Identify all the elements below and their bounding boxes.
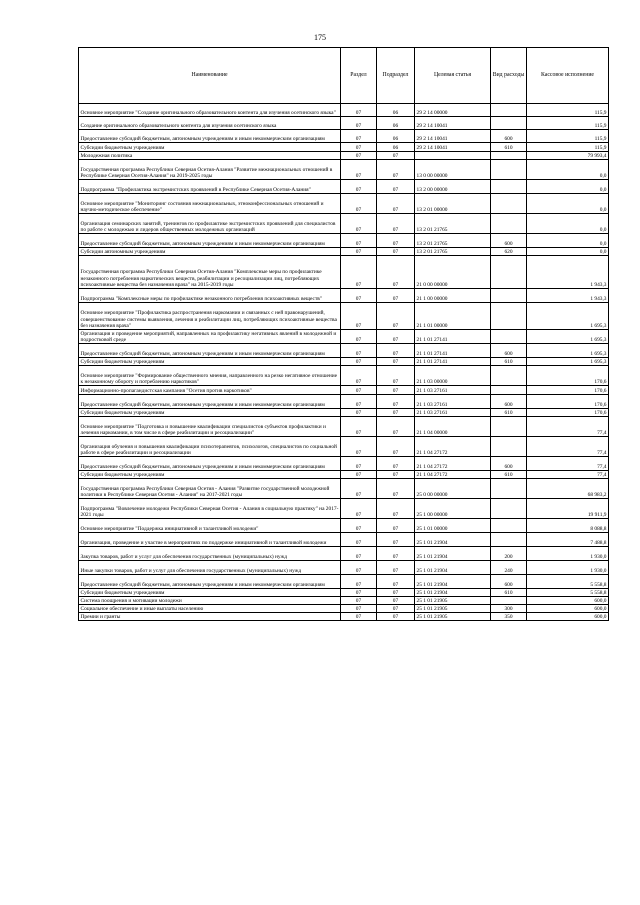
- row-amount: 8 088,8: [527, 519, 609, 533]
- row-section: 07: [341, 499, 377, 519]
- row-section: 07: [341, 437, 377, 457]
- row-section: 07: [341, 547, 377, 561]
- row-name: Субсидии бюджетным учреждениям: [79, 143, 341, 152]
- row-expense-type: 300: [491, 605, 527, 613]
- row-expense-type: 350: [491, 613, 527, 621]
- row-subsection: 07: [377, 303, 415, 330]
- row-name: Основное мероприятие "Мониторинг состояния межнациональных, этноконфессиональных отношений и научно-методическое обеспечение": [79, 194, 341, 214]
- page-number: 175: [314, 33, 326, 42]
- row-section: 07: [341, 589, 377, 597]
- row-name: Государственная программа Республики Северная Осетия-Алания "Развитие межнациональных отношений в Республике Северная Осетия-Алания" на 2019-2025 годы: [79, 160, 341, 180]
- row-amount: 77,4: [527, 471, 609, 479]
- row-subsection: 07: [377, 471, 415, 479]
- row-target-code: 21 1 04 27172: [415, 471, 491, 479]
- row-expense-type: 240: [491, 561, 527, 575]
- row-subsection: 06: [377, 104, 415, 117]
- table-row: [79, 605, 609, 613]
- row-subsection: 06: [377, 117, 415, 130]
- row-amount: 77,4: [527, 437, 609, 457]
- row-target-code: 21 0 00 00000: [415, 256, 491, 289]
- row-section: 07: [341, 117, 377, 130]
- table-row: [79, 289, 609, 303]
- row-expense-type: [491, 386, 527, 395]
- row-amount: 0,0: [527, 214, 609, 234]
- row-amount: 0,0: [527, 234, 609, 248]
- row-subsection: 07: [377, 180, 415, 194]
- row-expense-type: 600: [491, 234, 527, 248]
- row-subsection: 07: [377, 589, 415, 597]
- row-expense-type: [491, 214, 527, 234]
- row-amount: 1 695,3: [527, 330, 609, 344]
- row-expense-type: [491, 417, 527, 437]
- row-name: Информационно-пропагандистская кампания "Осетия против наркотиков": [79, 386, 341, 395]
- row-target-code: 13 0 00 00000: [415, 160, 491, 180]
- row-expense-type: [491, 160, 527, 180]
- row-expense-type: [491, 479, 527, 499]
- row-target-code: 21 1 01 27141: [415, 344, 491, 358]
- row-target-code: 21 1 04 27172: [415, 437, 491, 457]
- table-row: [79, 575, 609, 589]
- table-row: [79, 409, 609, 417]
- row-amount: 600,0: [527, 613, 609, 621]
- row-target-code: 13 2 01 00000: [415, 194, 491, 214]
- table-row: [79, 344, 609, 358]
- table-row: [79, 437, 609, 457]
- header-name: Наименование: [79, 48, 341, 104]
- row-expense-type: 610: [491, 589, 527, 597]
- row-name: Организация, проведение и участие в мероприятиях по поддержке инициативной и талантливой молодежи: [79, 533, 341, 547]
- row-expense-type: [491, 330, 527, 344]
- row-name: Предоставление субсидий бюджетным, автономным учреждениям и иным некоммерческим организациям: [79, 130, 341, 143]
- row-amount: 1 943,3: [527, 289, 609, 303]
- row-subsection: 07: [377, 214, 415, 234]
- row-target-code: 25 1 01 21905: [415, 605, 491, 613]
- row-name: Предоставление субсидий бюджетным, автономным учреждениям и иным некоммерческим организациям: [79, 575, 341, 589]
- row-section: 07: [341, 143, 377, 152]
- table-row: [79, 589, 609, 597]
- row-target-code: 21 1 04 00000: [415, 417, 491, 437]
- row-amount: 7 488,8: [527, 533, 609, 547]
- table-row: [79, 499, 609, 519]
- table-row: [79, 417, 609, 437]
- table-row: [79, 104, 609, 117]
- row-subsection: 07: [377, 386, 415, 395]
- budget-table: [78, 47, 609, 621]
- row-expense-type: [491, 117, 527, 130]
- row-expense-type: [491, 519, 527, 533]
- header-section: Раздел: [341, 48, 377, 104]
- row-target-code: 25 1 00 00000: [415, 499, 491, 519]
- row-amount: 79 993,4: [527, 152, 609, 160]
- table-row: [79, 386, 609, 395]
- row-section: 07: [341, 214, 377, 234]
- row-section: 07: [341, 180, 377, 194]
- row-subsection: 07: [377, 395, 415, 409]
- row-subsection: 07: [377, 248, 415, 256]
- row-expense-type: 610: [491, 409, 527, 417]
- row-expense-type: [491, 256, 527, 289]
- row-section: 07: [341, 605, 377, 613]
- table-row: [79, 194, 609, 214]
- row-target-code: 25 1 01 21905: [415, 613, 491, 621]
- row-name: Основное мероприятие "Профилактика распространения наркомании и связанных с ней правонарушений, совершенствование системы выявления, лечения и реабилитации лиц, потребляющих психоактивные вещества без назначения врача": [79, 303, 341, 330]
- header-amount: Кассовое исполнение: [527, 48, 609, 104]
- row-amount: 5 558,8: [527, 575, 609, 589]
- row-subsection: 07: [377, 160, 415, 180]
- row-section: 07: [341, 289, 377, 303]
- row-amount: 115,9: [527, 117, 609, 130]
- row-expense-type: 200: [491, 547, 527, 561]
- table-row: [79, 547, 609, 561]
- row-expense-type: [491, 289, 527, 303]
- row-amount: 0,0: [527, 180, 609, 194]
- row-target-code: 21 1 01 27141: [415, 330, 491, 344]
- row-name: Субсидии бюджетным учреждениям: [79, 471, 341, 479]
- row-name: Подпрограмма "Комплексные меры по профилактике незаконного потребления психоактивных веществ": [79, 289, 341, 303]
- row-expense-type: [491, 597, 527, 605]
- table-row: [79, 457, 609, 471]
- row-subsection: 07: [377, 575, 415, 589]
- row-amount: 1 930,0: [527, 547, 609, 561]
- row-name: Иные закупки товаров, работ и услуг для обеспечения государственных (муниципальных) нужд: [79, 561, 341, 575]
- row-subsection: 07: [377, 547, 415, 561]
- row-subsection: 07: [377, 479, 415, 499]
- row-target-code: 21 1 03 27161: [415, 409, 491, 417]
- row-expense-type: 600: [491, 395, 527, 409]
- row-subsection: 07: [377, 561, 415, 575]
- row-name: Предоставление субсидий бюджетным, автономным учреждениям и иным некоммерческим организациям: [79, 395, 341, 409]
- row-target-code: [415, 152, 491, 160]
- table-row: [79, 180, 609, 194]
- row-target-code: 13 2 01 21765: [415, 234, 491, 248]
- row-amount: 170,6: [527, 409, 609, 417]
- table-row: [79, 366, 609, 386]
- row-section: 07: [341, 194, 377, 214]
- row-expense-type: [491, 152, 527, 160]
- row-subsection: 07: [377, 289, 415, 303]
- row-subsection: 07: [377, 613, 415, 621]
- row-subsection: 07: [377, 533, 415, 547]
- row-section: 07: [341, 533, 377, 547]
- row-section: 07: [341, 457, 377, 471]
- row-name: Организация семинарских занятий, тренингов по профилактике экстремистских проявлений для специалистов по работе с молодежью и лидеров общественных молодежных организаций: [79, 214, 341, 234]
- row-subsection: 07: [377, 519, 415, 533]
- row-section: 07: [341, 104, 377, 117]
- row-target-code: 13 2 01 21765: [415, 214, 491, 234]
- row-subsection: 07: [377, 330, 415, 344]
- row-expense-type: [491, 366, 527, 386]
- row-name: Подпрограмма "Профилактика экстремистских проявлений в Республике Северная Осетия-Алания": [79, 180, 341, 194]
- table-row: [79, 160, 609, 180]
- row-name: Основное мероприятие "Поддержка инициативной и талантливой молодежи": [79, 519, 341, 533]
- table-row: [79, 143, 609, 152]
- row-target-code: 21 1 03 27161: [415, 395, 491, 409]
- row-target-code: 25 1 01 21904: [415, 547, 491, 561]
- row-section: 07: [341, 130, 377, 143]
- row-target-code: 21 1 01 00000: [415, 303, 491, 330]
- row-amount: 1 695,3: [527, 303, 609, 330]
- row-target-code: 25 1 01 21904: [415, 575, 491, 589]
- row-target-code: 13 2 00 00000: [415, 180, 491, 194]
- table-row: [79, 479, 609, 499]
- row-subsection: 06: [377, 143, 415, 152]
- table-row: [79, 214, 609, 234]
- row-subsection: 07: [377, 194, 415, 214]
- row-name: Государственная программа Республики Северная Осетия-Алания "Комплексные меры по профилактике незаконного потребления наркотических веществ, реабилитации и ресоциализации лиц, потребляющих психоактивные вещества без назначения врача" на 2015-2019 годы: [79, 256, 341, 289]
- row-target-code: 21 1 01 27141: [415, 358, 491, 366]
- row-expense-type: 610: [491, 358, 527, 366]
- row-amount: 77,4: [527, 457, 609, 471]
- row-name: Основное мероприятие "Формирование общественного мнения, направленного на резко негативное отношение к незаконному обороту и потреблению наркотиков": [79, 366, 341, 386]
- row-target-code: 25 1 01 21904: [415, 561, 491, 575]
- row-name: Основное мероприятие "Подготовка и повышение квалификации специалистов субъектов профилактики и лечения наркомании, в том числе в сфере реабилитации и ресоциализации": [79, 417, 341, 437]
- row-amount: 1 695,3: [527, 358, 609, 366]
- row-target-code: 25 1 01 21904: [415, 533, 491, 547]
- row-name: Премии и гранты: [79, 613, 341, 621]
- row-expense-type: 600: [491, 457, 527, 471]
- row-expense-type: 620: [491, 248, 527, 256]
- row-name: Создание оригинального образовательного контента для изучения осетинского языка: [79, 117, 341, 130]
- row-subsection: 07: [377, 437, 415, 457]
- row-amount: 77,4: [527, 417, 609, 437]
- row-section: 07: [341, 479, 377, 499]
- row-subsection: 07: [377, 499, 415, 519]
- row-amount: 1 943,3: [527, 256, 609, 289]
- row-amount: 1 930,0: [527, 561, 609, 575]
- row-subsection: 07: [377, 457, 415, 471]
- row-section: 07: [341, 160, 377, 180]
- table-row: [79, 533, 609, 547]
- row-section: 07: [341, 248, 377, 256]
- row-expense-type: 600: [491, 130, 527, 143]
- row-name: Система поощрения и мотивации молодежи: [79, 597, 341, 605]
- table-row: [79, 256, 609, 289]
- row-section: 07: [341, 256, 377, 289]
- row-expense-type: [491, 533, 527, 547]
- row-amount: 68 983,2: [527, 479, 609, 499]
- row-subsection: 07: [377, 256, 415, 289]
- row-expense-type: [491, 499, 527, 519]
- table-row: [79, 519, 609, 533]
- row-expense-type: 610: [491, 143, 527, 152]
- row-section: 07: [341, 395, 377, 409]
- row-target-code: 29 2 14 10041: [415, 143, 491, 152]
- row-section: 07: [341, 613, 377, 621]
- row-subsection: 07: [377, 344, 415, 358]
- row-amount: 0,0: [527, 194, 609, 214]
- row-name: Молодежная политика: [79, 152, 341, 160]
- row-target-code: 21 1 03 00000: [415, 366, 491, 386]
- row-expense-type: [491, 194, 527, 214]
- row-name: Субсидии бюджетным учреждениям: [79, 409, 341, 417]
- table-row: [79, 117, 609, 130]
- row-amount: 0,0: [527, 160, 609, 180]
- row-expense-type: [491, 303, 527, 330]
- table-row: [79, 358, 609, 366]
- row-name: Основное мероприятие "Создание оригинального образовательного контента для изучения осетинского языка": [79, 104, 341, 117]
- row-target-code: 21 1 00 00000: [415, 289, 491, 303]
- row-section: 07: [341, 519, 377, 533]
- table-header-row: [79, 48, 609, 104]
- row-section: 07: [341, 358, 377, 366]
- table-row: [79, 471, 609, 479]
- row-amount: 5 558,8: [527, 589, 609, 597]
- row-expense-type: 610: [491, 471, 527, 479]
- row-section: 07: [341, 344, 377, 358]
- row-name: Предоставление субсидий бюджетным, автономным учреждениям и иным некоммерческим организациям: [79, 234, 341, 248]
- row-target-code: 25 1 01 21905: [415, 597, 491, 605]
- row-name: Закупка товаров, работ и услуг для обеспечения государственных (муниципальных) нужд: [79, 547, 341, 561]
- row-target-code: 21 1 04 27172: [415, 457, 491, 471]
- table-row: [79, 303, 609, 330]
- row-target-code: 29 2 14 10041: [415, 130, 491, 143]
- row-name: Предоставление субсидий бюджетным, автономным учреждениям и иным некоммерческим организациям: [79, 344, 341, 358]
- header-expense-type: Вид расходы: [491, 48, 527, 104]
- table-row: [79, 248, 609, 256]
- row-subsection: 07: [377, 152, 415, 160]
- row-name: Субсидии бюджетным учреждениям: [79, 589, 341, 597]
- row-amount: 1 695,3: [527, 344, 609, 358]
- row-name: Государственная программа Республики Северная Осетия - Алания "Развитие государственной молодежной политики в Республике Северная Осетия - Алания" на 2017-2021 годы: [79, 479, 341, 499]
- row-subsection: 07: [377, 597, 415, 605]
- row-target-code: 29 2 14 00000: [415, 104, 491, 117]
- row-section: 07: [341, 597, 377, 605]
- row-expense-type: 600: [491, 575, 527, 589]
- row-subsection: 07: [377, 358, 415, 366]
- row-section: 07: [341, 303, 377, 330]
- row-amount: 115,9: [527, 104, 609, 117]
- row-amount: 600,0: [527, 605, 609, 613]
- row-name: Субсидии бюджетным учреждениям: [79, 358, 341, 366]
- row-name: Организация обучения и повышения квалификации психотерапевтов, психологов, специалистов по социальной работе в сфере реабилитации и ресоциализации: [79, 437, 341, 457]
- table-row: [79, 597, 609, 605]
- row-target-code: 21 1 03 27161: [415, 386, 491, 395]
- row-amount: 115,9: [527, 130, 609, 143]
- row-subsection: 06: [377, 130, 415, 143]
- row-target-code: 25 0 00 00000: [415, 479, 491, 499]
- row-target-code: 25 1 01 00000: [415, 519, 491, 533]
- row-section: 07: [341, 366, 377, 386]
- table-row: [79, 613, 609, 621]
- row-subsection: 07: [377, 409, 415, 417]
- row-target-code: 25 1 01 21904: [415, 589, 491, 597]
- row-subsection: 07: [377, 234, 415, 248]
- row-target-code: 13 2 01 21765: [415, 248, 491, 256]
- row-name: Социальное обеспечение и иные выплаты населению: [79, 605, 341, 613]
- header-target: Целевая статья: [415, 48, 491, 104]
- row-section: 07: [341, 234, 377, 248]
- row-amount: 170,6: [527, 395, 609, 409]
- row-subsection: 07: [377, 417, 415, 437]
- row-expense-type: [491, 104, 527, 117]
- table-row: [79, 152, 609, 160]
- row-section: 07: [341, 417, 377, 437]
- row-subsection: 07: [377, 605, 415, 613]
- table-row: [79, 234, 609, 248]
- row-name: Предоставление субсидий бюджетным, автономным учреждениям и иным некоммерческим организациям: [79, 457, 341, 471]
- table-row: [79, 561, 609, 575]
- row-amount: 19 911,9: [527, 499, 609, 519]
- row-amount: 600,0: [527, 597, 609, 605]
- row-section: 07: [341, 575, 377, 589]
- row-section: 07: [341, 386, 377, 395]
- row-amount: 0,0: [527, 248, 609, 256]
- row-name: Субсидии автономным учреждениям: [79, 248, 341, 256]
- row-section: 07: [341, 330, 377, 344]
- row-name: Организация и проведение мероприятий, направленных на профилактику негативных явлений в молодежной и подростковой среде: [79, 330, 341, 344]
- row-section: 07: [341, 152, 377, 160]
- table-row: [79, 395, 609, 409]
- row-expense-type: [491, 180, 527, 194]
- row-amount: 115,9: [527, 143, 609, 152]
- header-subsection: Подраздел: [377, 48, 415, 104]
- row-expense-type: 600: [491, 344, 527, 358]
- row-section: 07: [341, 561, 377, 575]
- row-section: 07: [341, 471, 377, 479]
- row-expense-type: [491, 437, 527, 457]
- row-amount: 170,6: [527, 366, 609, 386]
- row-name: Подпрограмма "Вовлечение молодежи Республики Северная Осетия - Алания в социальную практику" на 2017-2021 годы: [79, 499, 341, 519]
- table-row: [79, 130, 609, 143]
- row-section: 07: [341, 409, 377, 417]
- row-subsection: 07: [377, 366, 415, 386]
- row-amount: 170,6: [527, 386, 609, 395]
- table-row: [79, 330, 609, 344]
- row-target-code: 29 2 14 10041: [415, 117, 491, 130]
